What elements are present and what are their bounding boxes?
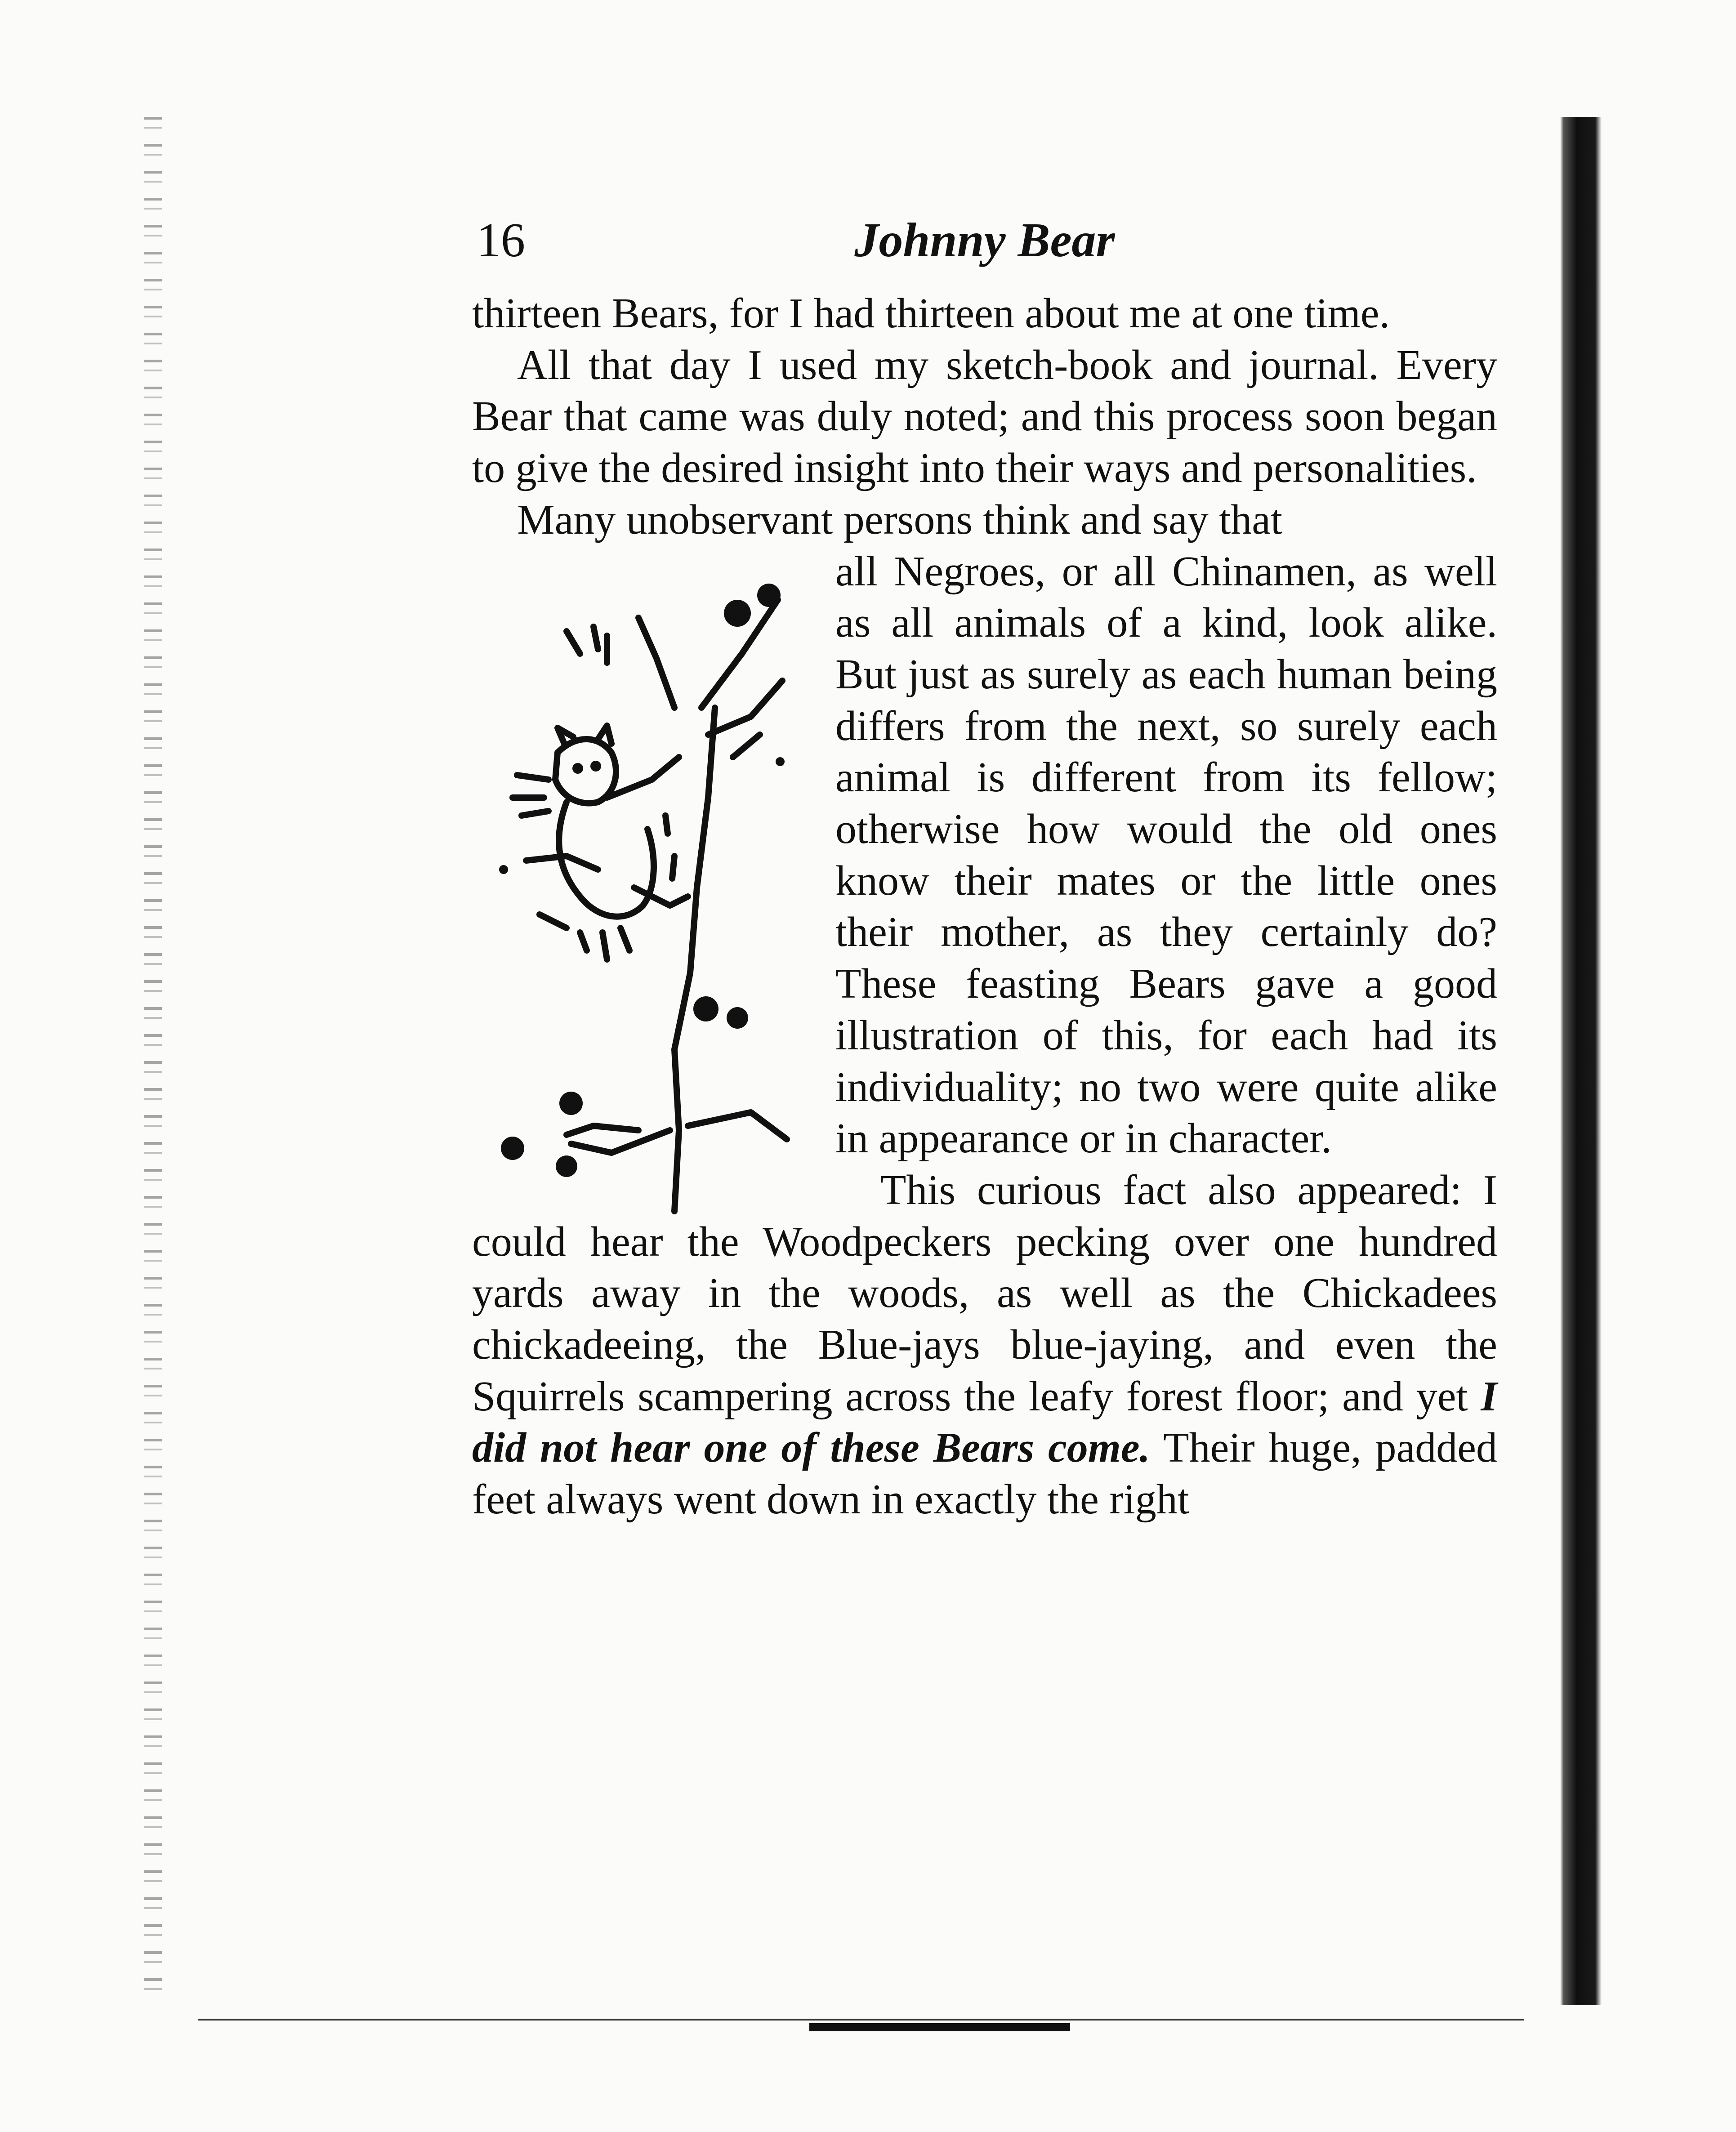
leaf-cluster-top-right bbox=[757, 584, 781, 607]
bear-ear-right bbox=[598, 726, 611, 744]
scan-left-edge bbox=[144, 117, 162, 2005]
bear-eye-left bbox=[572, 763, 583, 774]
leaf-cluster-low bbox=[559, 1092, 583, 1115]
motion-strokes-left bbox=[513, 775, 549, 816]
bottom-bar bbox=[809, 2023, 1070, 2031]
running-head bbox=[477, 205, 1493, 268]
leaf-cluster-mid-right bbox=[727, 1007, 748, 1029]
paragraph-3-continued: all Negroes, or all Chinamen, as well as all animals of a kind, look alike. But just as surely as each human being differs from the next, so surely each animal is different from its fellow; otherwise how would the old ones know their mates or the little ones their mother, as they certainly do? These feasting Bears gave a good illustration of this, for each had its individuality; no two were quite alike in appearance or in character. bbox=[835, 548, 1497, 1162]
paragraph-4-closing: Their huge, padded feet always went down in exactly the right bbox=[472, 1424, 1497, 1523]
tree-root-right bbox=[688, 1112, 787, 1139]
bear-head bbox=[555, 739, 616, 803]
bottom-rule bbox=[198, 2019, 1524, 2020]
scan-right-edge bbox=[1560, 117, 1602, 2005]
trunk-texture bbox=[665, 816, 674, 879]
running-title: Johnny Bear bbox=[854, 214, 1115, 267]
dot-right bbox=[776, 757, 785, 766]
sketch-marks-top bbox=[567, 627, 607, 663]
body-text bbox=[472, 288, 1497, 1525]
leaf-cluster-top bbox=[724, 600, 751, 627]
dot-left bbox=[499, 865, 508, 874]
illustration-svg bbox=[463, 546, 809, 1216]
paragraph-3-opening: Many unobservant persons think and say that bbox=[517, 496, 1283, 543]
paragraph-4-text: This curious fact also appeared: I could hear the Woodpeckers pecking over one hundred yards away in the woods, as well as the Chickadees chickadeeing, the Blue-jays blue-jaying, and even the Squirrels scampering across the leafy forest floor; and yet bbox=[472, 1166, 1497, 1420]
page-number: 16 bbox=[477, 214, 525, 267]
paragraph-4 bbox=[472, 1164, 1497, 1525]
bear-eye-right bbox=[590, 761, 601, 772]
leaf-cluster-mid bbox=[693, 996, 718, 1021]
tree-twig bbox=[733, 735, 760, 757]
tree-root-left bbox=[571, 1130, 670, 1153]
ground-line bbox=[567, 1126, 638, 1135]
leaf-cluster-ground bbox=[556, 1155, 577, 1177]
bear-fur-strokes bbox=[540, 914, 629, 959]
leaf-cluster-ground-left bbox=[501, 1137, 524, 1160]
paragraph-2: All that day I used my sketch-book and journal. Every Bear that came was duly noted; and this process soon began to give the desired insight into their ways and personalities. bbox=[472, 341, 1497, 492]
bear-cub-in-tree-sketch-icon bbox=[463, 546, 809, 1216]
tree-branch-left bbox=[638, 618, 674, 708]
paragraph-1: thirteen Bears, for I had thirteen about me at one time. bbox=[472, 290, 1390, 337]
tree-trunk bbox=[674, 708, 715, 1211]
emphasis-text: I did not hear one of these Bears come. bbox=[472, 1373, 1498, 1472]
